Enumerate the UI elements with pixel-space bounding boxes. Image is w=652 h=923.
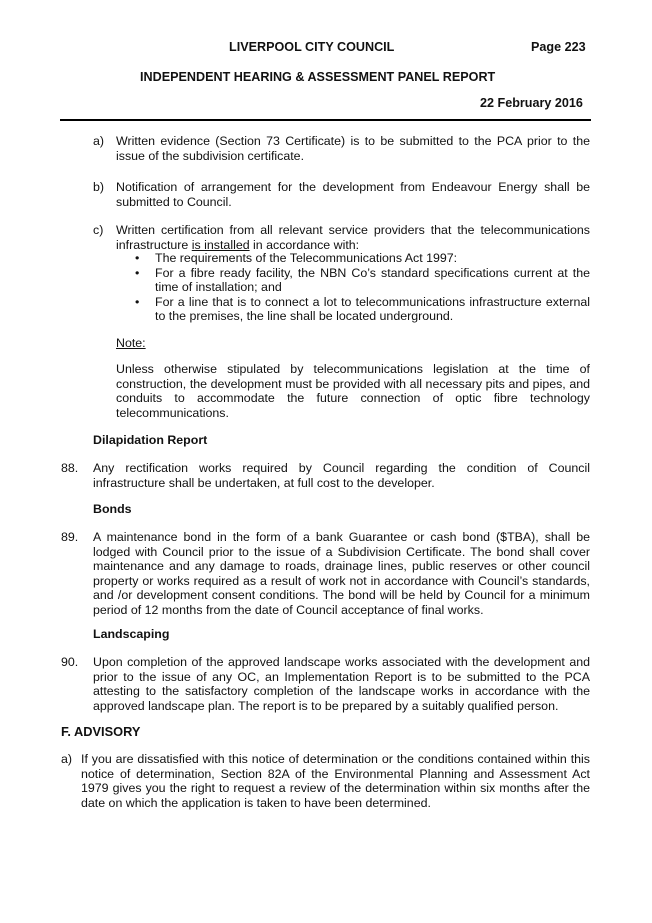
condition-number: 88. [61, 461, 79, 475]
bullet-icon: • [135, 294, 140, 309]
report-date: 22 February 2016 [480, 96, 583, 110]
item-label: c) [93, 223, 104, 237]
section-heading: Dilapidation Report [93, 433, 208, 447]
page-number: Page 223 [531, 40, 586, 54]
condition-text: Upon completion of the approved landscape works associated with the development and prior to the issue of any OC, an Implementation Report is to be submitted to the PCA attesting to the satisfactory completion of the landscape works in accordance with the approved landscape plan. The report is to be prepared by a suitably qualified person. [93, 655, 590, 713]
section-heading: Landscaping [93, 627, 170, 641]
advisory-heading: F. ADVISORY [61, 724, 141, 739]
advisory-label: a) [61, 752, 73, 766]
bullet-icon: • [135, 265, 140, 280]
bullet-icon: • [135, 251, 140, 265]
advisory-text: If you are dissatisfied with this notice of determination or the conditions contained within this notice of determination, Section 82A of the Environmental Planning and Assessment Act 1979 gives you the right to request a review of the determination within six months after the date on which the application is taken to have been determined. [81, 752, 590, 810]
condition-number: 90. [61, 655, 79, 669]
council-name: LIVERPOOL CITY COUNCIL [229, 40, 395, 54]
item-text: Notification of arrangement for the development from Endeavour Energy shall be submitted to Council. [116, 180, 590, 209]
item-label: a) [93, 134, 105, 148]
item-label: b) [93, 180, 105, 194]
item-text: Written evidence (Section 73 Certificate) is to be submitted to the PCA prior to the issue of the subdivision certificate. [116, 134, 590, 163]
list-item: • The requirements of the Telecommunications Act 1997: [135, 251, 458, 265]
condition-text: A maintenance bond in the form of a bank Guarantee or cash bond ($TBA), shall be lodged with Council prior to the issue of a Subdivision Certificate. The bond shall cover maintenance and any damage to roads, drainage lines, public reserves or other council property or works required as a result of work not in accordance with Council’s standards, and /or development consent conditions. The bond will be held by Council for a minimum period of 12 months from the date of Council acceptance of final works. [93, 530, 590, 617]
note-text: Unless otherwise stipulated by telecommunications legislation at the time of construction, the development must be provided with all necessary pits and pipes, and conduits to accommodate the future connection of optic fibre technology telecommunications. [116, 362, 590, 420]
list-item: • For a fibre ready facility, the NBN Co’s standard specifications current at the time of installation; and [135, 265, 590, 295]
condition-number: 89. [61, 530, 79, 544]
underlined-text: is installed [191, 237, 250, 252]
section-heading: Bonds [93, 502, 132, 516]
item-text: Written certification from all relevant service providers that the telecommunications infrastructure is installed in accordance with: [116, 223, 590, 252]
header-divider [60, 119, 591, 121]
list-item: • For a line that is to connect a lot to telecommunications infrastructure external to the premises, the line shall be located underground. [135, 294, 590, 324]
bullet-list [135, 251, 590, 324]
condition-text: Any rectification works required by Council regarding the condition of Council infrastructure shall be undertaken, at full cost to the developer. [93, 461, 590, 490]
note-heading: Note: [116, 336, 146, 350]
report-title: INDEPENDENT HEARING & ASSESSMENT PANEL REPORT [140, 70, 496, 84]
